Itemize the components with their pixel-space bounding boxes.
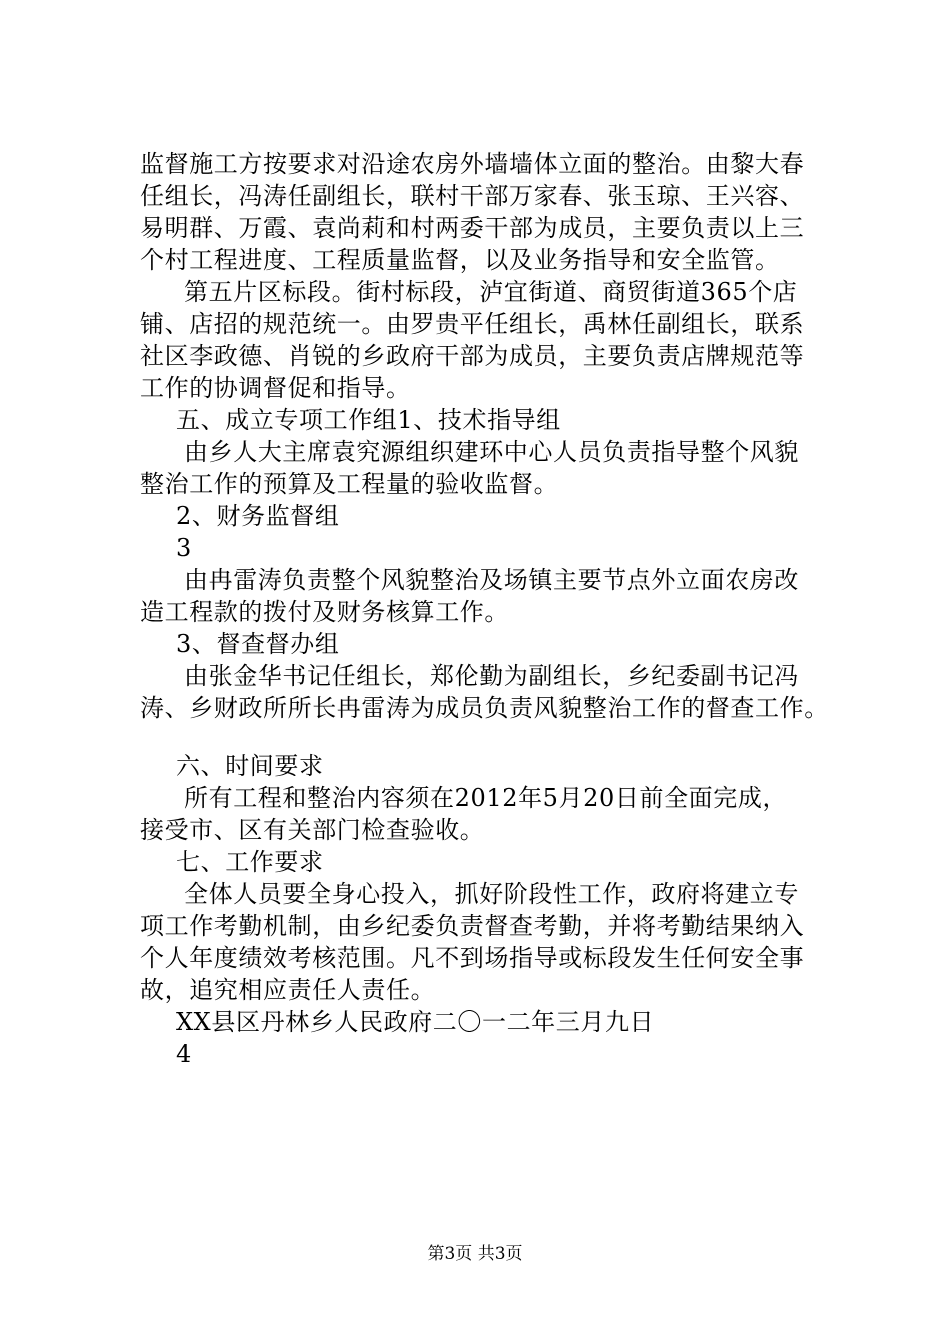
paragraph-line: 任组长，冯涛任副组长，联村干部万家春、张玉琼、王兴容、 [140,182,805,210]
paragraph-line: 故，追究相应责任人责任。 [140,976,436,1004]
page-number-marker: 4 [176,1040,192,1068]
document-body [140,148,840,1070]
paragraph-line: 全体人员要全身心投入，抓好阶段性工作，政府将建立专 [184,880,799,908]
paragraph-line: 所有工程和整治内容须在2012年5月20日前全面完成， [184,784,788,812]
section-heading: 七、工作要求 [176,848,324,876]
paragraph-line: 接受市、区有关部门检查验收。 [140,816,485,844]
paragraph-line: 监督施工方按要求对沿途农房外墙墙体立面的整治。由黎大春 [140,150,805,178]
paragraph-line: 社区李政德、肖锐的乡政府干部为成员，主要负责店牌规范等 [140,342,805,370]
paragraph-line: 由张金华书记任组长，郑伦勤为副组长，乡纪委副书记冯 [184,662,799,690]
section-heading: 2、财务监督组 [176,502,340,530]
page-footer: 第3页 共3页 [427,1244,523,1264]
paragraph-line: 易明群、万霞、袁尚莉和村两委干部为成员，主要负责以上三 [140,214,805,242]
signature-line: XX县区丹林乡人民政府二〇一二年三月九日 [176,1008,655,1036]
paragraph-line: 项工作考勤机制，由乡纪委负责督查考勤，并将考勤结果纳入 [140,912,805,940]
paragraph-line: 由乡人大主席袁究源组织建环中心人员负责指导整个风貌 [184,438,799,466]
paragraph-line: 铺、店招的规范统一。由罗贵平任组长，禹林任副组长，联系 [140,310,805,338]
paragraph-line: 涛、乡财政所所长冉雷涛为成员负责风貌整治工作的督查工作。 [140,694,829,722]
paragraph-line: 第五片区标段。街村标段，泸宜街道、商贸街道365个店 [184,278,798,306]
page-number-marker: 3 [176,534,192,562]
paragraph-line: 个村工程进度、工程质量监督，以及业务指导和安全监管。 [140,246,780,274]
section-heading: 五、成立专项工作组1、技术指导组 [176,406,561,434]
paragraph-line: 工作的协调督促和指导。 [140,374,411,402]
section-heading: 六、时间要求 [176,752,324,780]
section-heading: 3、督查督办组 [176,630,340,658]
paragraph-line: 个人年度绩效考核范围。凡不到场指导或标段发生任何安全事 [140,944,805,972]
paragraph-gap [140,724,840,750]
paragraph-line: 整治工作的预算及工程量的验收监督。 [140,470,559,498]
paragraph-line: 造工程款的拨付及财务核算工作。 [140,598,509,626]
paragraph-line: 由冉雷涛负责整个风貌整治及场镇主要节点外立面农房改 [184,566,799,594]
